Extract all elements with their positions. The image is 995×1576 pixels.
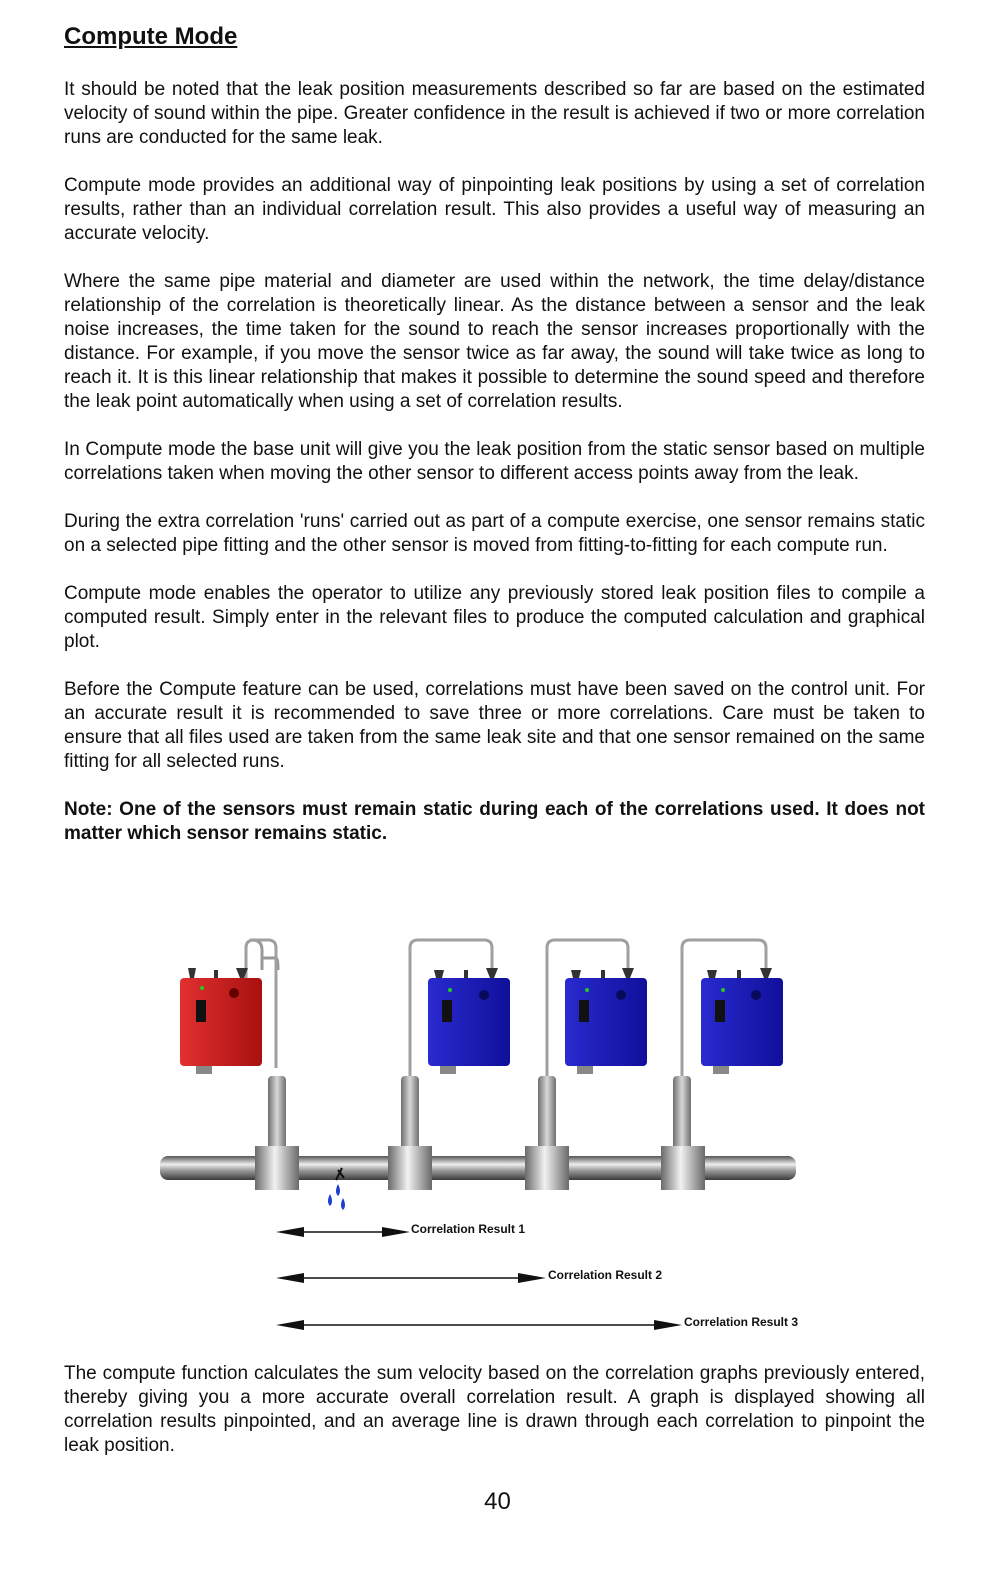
paragraph-7: Before the Compute feature can be used, correlations must have been saved on the control unit. For an accurate result it is recommended to save three or more correlations. Care must be taken to ensure that all files used are taken from the same leak site and that one sensor remained on the same fitting for all selected runs. [64,679,925,772]
static-sensor-body [180,978,262,1066]
static-sensor [180,940,286,1150]
section-title: Compute Mode [64,23,238,50]
paragraph-6: Compute mode enables the operator to utilize any previously stored leak position files to compile a computed result. Simply enter in the relevant files to produce the computed calculation and graphical plot. [64,583,925,652]
correlation-result-3-label: Correlation Result 3 [684,1315,799,1329]
paragraph-4: In Compute mode the base unit will give you the leak position from the static sensor based on multiple correlations taken when moving the other sensor to different access points away from the leak. [64,439,925,484]
correlation-arrow-2 [276,1273,546,1283]
page-number: 40 [484,1488,511,1515]
paragraph-1: It should be noted that the leak position measurements described so far are based on the estimated velocity of sound within the pipe. Greater confidence in the result is achieved if two or more correlation runs are conducted for the same leak. [64,79,925,148]
document-page [64,22,925,870]
fitting-3 [525,1146,569,1190]
fitting-1 [255,1146,299,1190]
correlation-arrow-3 [276,1320,682,1330]
correlation-arrow-1 [276,1227,410,1237]
note-paragraph: Note: One of the sensors must remain static during each of the correlations used. It does not matter which sensor remains static. [64,799,925,844]
correlation-result-2-label: Correlation Result 2 [548,1268,663,1282]
diagram-svg [0,930,995,1340]
paragraph-2: Compute mode provides an additional way of pinpointing leak positions by using a set of correlation results, rather than an individual correlation result. This also provides a useful way of measuring an accurate velocity. [64,175,925,244]
closing-paragraph: The compute function calculates the sum velocity based on the correlation graphs previously entered, thereby giving you a more accurate overall correlation result. A graph is displayed showing all correlation results pinpointed, and an average line is drawn through each correlation to pinpoint the leak position. [64,1363,925,1456]
fitting-4 [661,1146,705,1190]
fitting-2 [388,1146,432,1190]
moving-sensor-1-body [428,978,510,1066]
paragraph-5: During the extra correlation 'runs' carried out as part of a compute exercise, one sensor remains static on a selected pipe fitting and the other sensor is moved from fitting-to-fitting for each compute run. [64,511,925,556]
moving-sensor-3 [673,940,783,1150]
moving-sensor-2 [538,940,647,1150]
compute-diagram [0,930,995,1340]
paragraph-3: Where the same pipe material and diameter are used within the network, the time delay/distance relationship of the correlation is theoretically linear. As the distance between a sensor and the leak noise increases, the time taken for the sound to reach the sensor increases proportionally with the distance. For example, if you move the sensor twice as far away, the sound will take twice as long to reach it. It is this linear relationship that makes it possible to determine the sound speed and therefore the leak point automatically when using a set of correlation results. [64,271,925,412]
moving-sensor-3-body [701,978,783,1066]
correlation-result-1-label: Correlation Result 1 [411,1222,526,1236]
moving-sensor-1 [401,940,510,1150]
moving-sensor-2-body [565,978,647,1066]
